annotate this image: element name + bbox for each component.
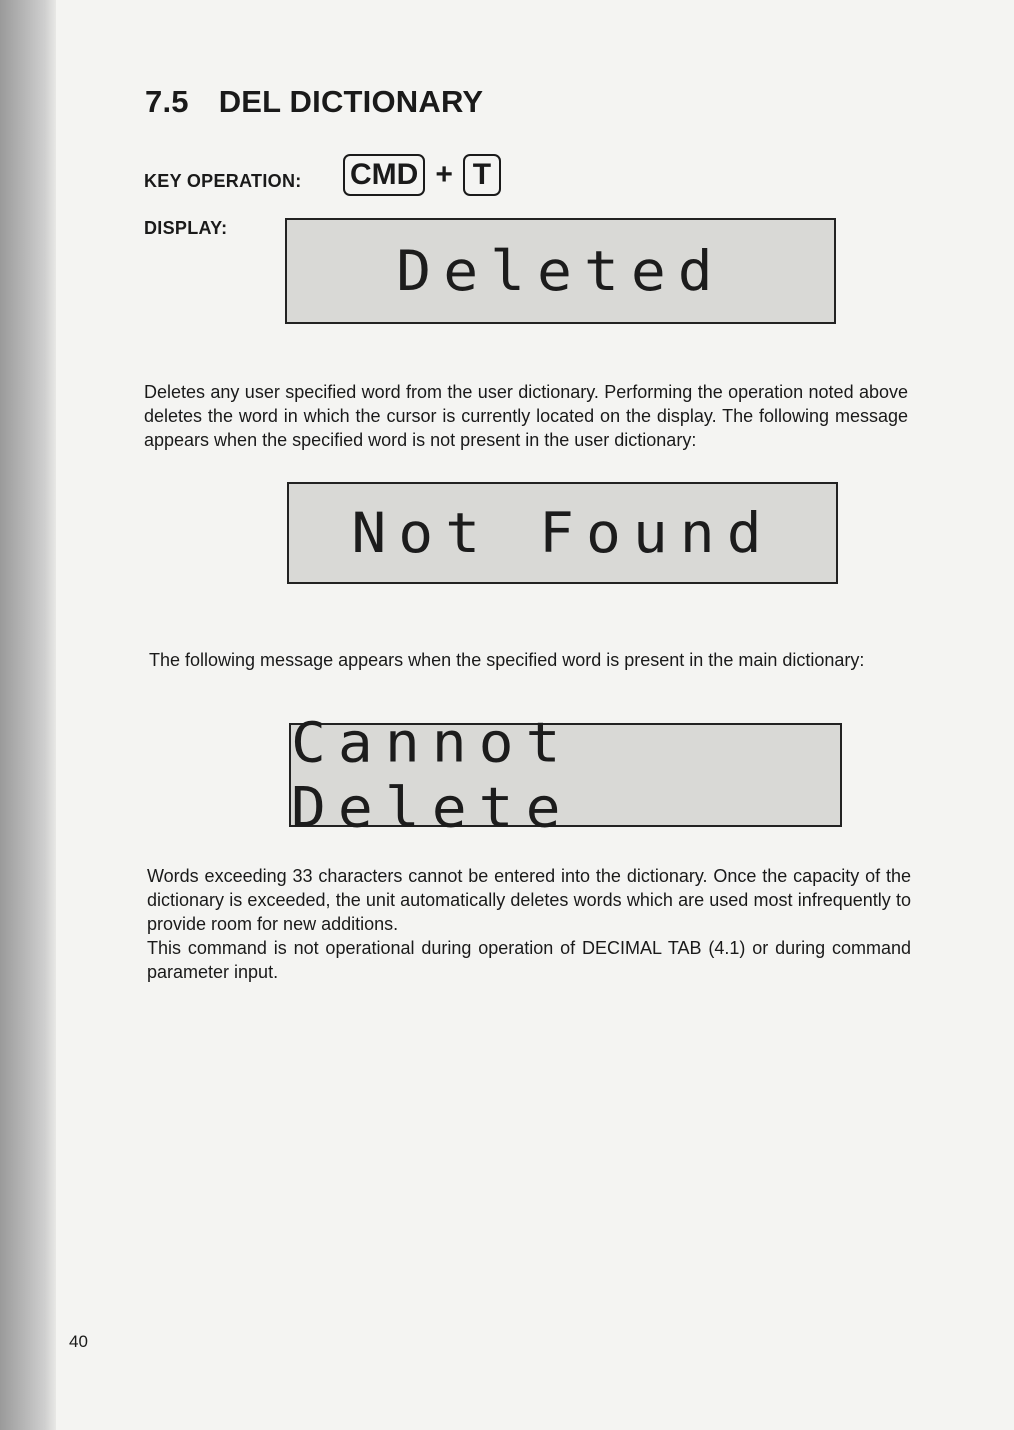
lcd-display-not-found bbox=[287, 482, 838, 584]
plus-sign: + bbox=[435, 158, 453, 191]
lcd-text: Cannot Delete bbox=[291, 710, 573, 840]
lcd-text: Deleted bbox=[396, 238, 725, 304]
t-key: T bbox=[463, 154, 501, 196]
cmd-key: CMD bbox=[343, 154, 425, 196]
key-combination bbox=[343, 150, 501, 200]
operational-note-paragraph: This command is not operational during operation of DECIMAL TAB (4.1) or during command parameter input. bbox=[147, 938, 911, 982]
capacity-paragraph: Words exceeding 33 characters cannot be entered into the dictionary. Once the capacity of the dictionary is exceeded, the unit automatically deletes words which are used most infrequently to provide room for new additions. bbox=[147, 866, 911, 934]
lcd-display-cannot-delete bbox=[289, 710, 842, 840]
main-dictionary-paragraph: The following message appears when the specified word is present in the main dictionary: bbox=[149, 650, 865, 670]
section-title: DEL DICTIONARY bbox=[218, 84, 484, 119]
section-number: 7.5 bbox=[145, 84, 189, 119]
lcd-text: Not Found bbox=[351, 500, 774, 566]
section-heading bbox=[145, 84, 483, 120]
lcd-display-deleted bbox=[285, 218, 836, 324]
page-binding-edge bbox=[0, 0, 56, 1430]
page-number: 40 bbox=[69, 1332, 88, 1351]
description-paragraph: Deletes any user specified word from the user dictionary. Performing the operation noted above deletes the word in which the cursor is currently located on the display. The following message appears when the specified word is not present in the user dictionary: bbox=[144, 382, 908, 450]
key-operation-label: KEY OPERATION: bbox=[144, 171, 302, 191]
display-label: DISPLAY: bbox=[144, 218, 228, 238]
